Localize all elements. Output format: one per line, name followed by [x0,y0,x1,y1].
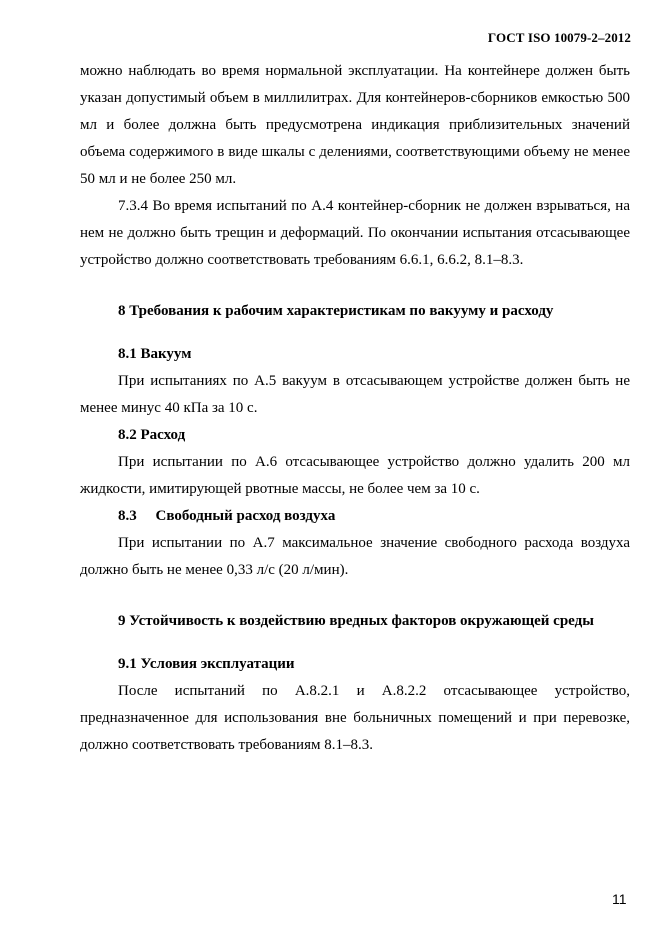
section-8-heading: 8 Требования к рабочим характеристикам по вакууму и расходу [118,303,554,319]
paragraph-8-1: При испытаниях по А.5 вакуум в отсасывающем устройстве должен быть не менее минус 40 кПа за 10 с. [80,373,630,416]
document-header: ГОСТ ISO 10079-2–2012 [487,30,631,45]
paragraph-8-2: При испытании по А.6 отсасывающее устройство должно удалить 200 мл жидкости, имитирующей рвотные массы, не более чем за 10 с. [80,454,630,497]
paragraph-9-1: После испытаний по А.8.2.1 и А.8.2.2 отсасывающее устройство, предназначенное для использования вне больничных помещений и при перевозке, должно соответствовать требованиям 8.1–8.3. [80,683,630,753]
page-number: 11 [612,891,627,907]
document-body [80,58,630,759]
paragraph-container-volume: можно наблюдать во время нормальной эксплуатации. На контейнере должен быть указан допустимый объем в миллилитрах. Для контейнеров-сборников емкостью 500 мл и более должна быть предусмотрена индикация приблизительных значений объема содержимого в виде шкалы с делениями, соответствующими объему не менее 50 мл и не более 250 мл. [80,63,630,187]
paragraph-7-3-4: 7.3.4 Во время испытаний по А.4 контейнер-сборник не должен взрываться, на нем не должно быть трещин и деформаций. По окончании испытания отсасывающее устройство должно соответствовать требованиям 6.6.1, 6.6.2, 8.1–8.3. [80,198,630,268]
section-9-heading: 9 Устойчивость к воздействию вредных факторов окружающей среды [118,613,594,629]
paragraph-8-3: При испытании по А.7 максимальное значение свободного расхода воздуха должно быть не менее 0,33 л/с (20 л/мин). [80,535,630,578]
section-8-2-heading: 8.2 Расход [118,427,186,443]
section-8-3-heading: 8.3 Свободный расход воздуха [118,508,336,524]
section-8-1-heading: 8.1 Вакуум [118,346,192,362]
section-9-1-heading: 9.1 Условия эксплуатации [118,656,295,672]
